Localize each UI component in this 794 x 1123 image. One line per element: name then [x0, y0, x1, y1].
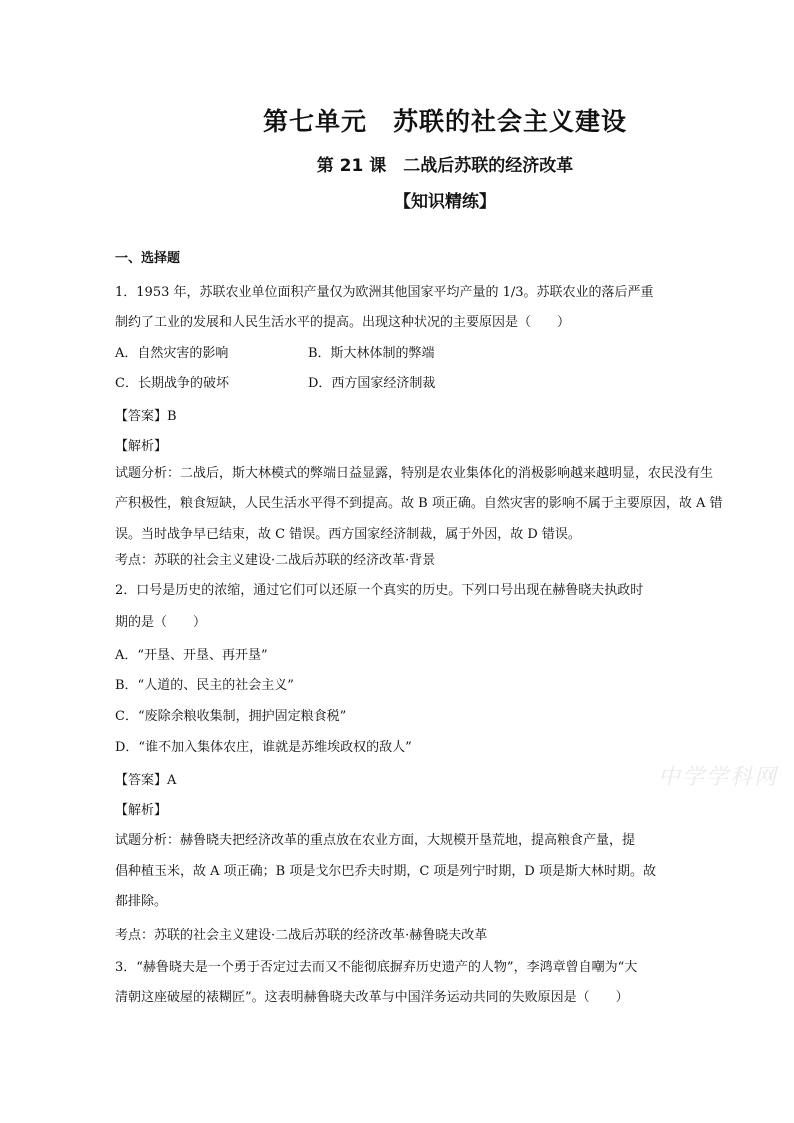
q1-answer: 【答案】B	[115, 409, 177, 424]
q2-stem-line1: 2．口号是历史的浓缩，通过它们可以还原一个真实的历史。下列口号出现在赫鲁晓夫执政时	[115, 583, 644, 598]
q2-analysis-line1: 试题分析：赫鲁晓夫把经济改革的重点放在农业方面，大规模开垦荒地，提高粮食产量，提	[115, 833, 636, 848]
q3-stem-line2: 清朝这座破屋的裱糊匠”。这表明赫鲁晓夫改革与中国洋务运动共同的失败原因是（ ）	[115, 990, 629, 1005]
q2-option-d: D．“谁不加入集体农庄，谁就是苏维埃政权的敌人”	[115, 740, 412, 755]
q2-analysis-line2: 倡种植玉米，故 A 项正确；B 项是戈尔巴乔夫时期，C 项是列宁时期，D 项是斯大林时期。故	[115, 864, 656, 879]
q1-option-b: B．斯大林体制的弊端	[308, 346, 435, 361]
unit-title: 第七单元 苏联的社会主义建设	[262, 107, 627, 136]
q2-stem-line2: 期的是（ ）	[115, 615, 207, 630]
q1-stem-line1: 1．1953 年，苏联农业单位面积产量仅为欧洲其他国家平均产量的 1/3。苏联农业的落后严重	[115, 285, 654, 300]
q1-stem-line2: 制约了工业的发展和人民生活水平的提高。出现这种状况的主要原因是（ ）	[115, 315, 571, 330]
section-heading: 一、选择题	[115, 251, 181, 266]
q1-analysis-label: 【解析】	[115, 439, 168, 454]
q2-option-b: B．“人道的、民主的社会主义”	[115, 678, 294, 693]
q2-analysis-line3: 都排除。	[115, 894, 168, 909]
q1-analysis-line1: 试题分析：二战后，斯大林模式的弊端日益显露，特别是农业集体化的消极影响越来越明显，农民没有生	[115, 466, 714, 481]
q2-answer: 【答案】A	[115, 773, 177, 788]
watermark: 中学学科网	[658, 765, 779, 790]
q1-kaodian: 考点：苏联的社会主义建设·二战后苏联的经济改革·背景	[115, 553, 436, 568]
q3-stem-line1: 3．“赫鲁晓夫是一个勇于否定过去而又不能彻底摒弃历史遗产的人物”，李鸿章曾自嘲为“大	[115, 960, 638, 975]
q2-option-c: C．“废除余粮收集制，拥护固定粮食税”	[115, 709, 347, 724]
q1-analysis-line2: 产积极性，粮食短缺，人民生活水平得不到提高。故 B 项正确。自然灾害的影响不属于主要原因，故 A 错	[115, 496, 723, 511]
q2-kaodian: 考点：苏联的社会主义建设·二战后苏联的经济改革·赫鲁晓夫改革	[115, 928, 488, 943]
lesson-title: 第 21 课 二战后苏联的经济改革	[316, 156, 574, 176]
section-title: 【知识精练】	[394, 192, 496, 212]
q2-option-a: A．“开垦、开垦、再开垦”	[115, 648, 268, 663]
q1-option-d: D．西方国家经济制裁	[308, 376, 436, 391]
q2-analysis-label: 【解析】	[115, 803, 168, 818]
q1-option-a: A．自然灾害的影响	[115, 346, 229, 361]
q1-option-c: C．长期战争的破坏	[115, 376, 229, 391]
q1-analysis-line3: 误。当时战争早已结束，故 C 错误。西方国家经济制裁，属于外因，故 D 错误。	[115, 527, 581, 542]
